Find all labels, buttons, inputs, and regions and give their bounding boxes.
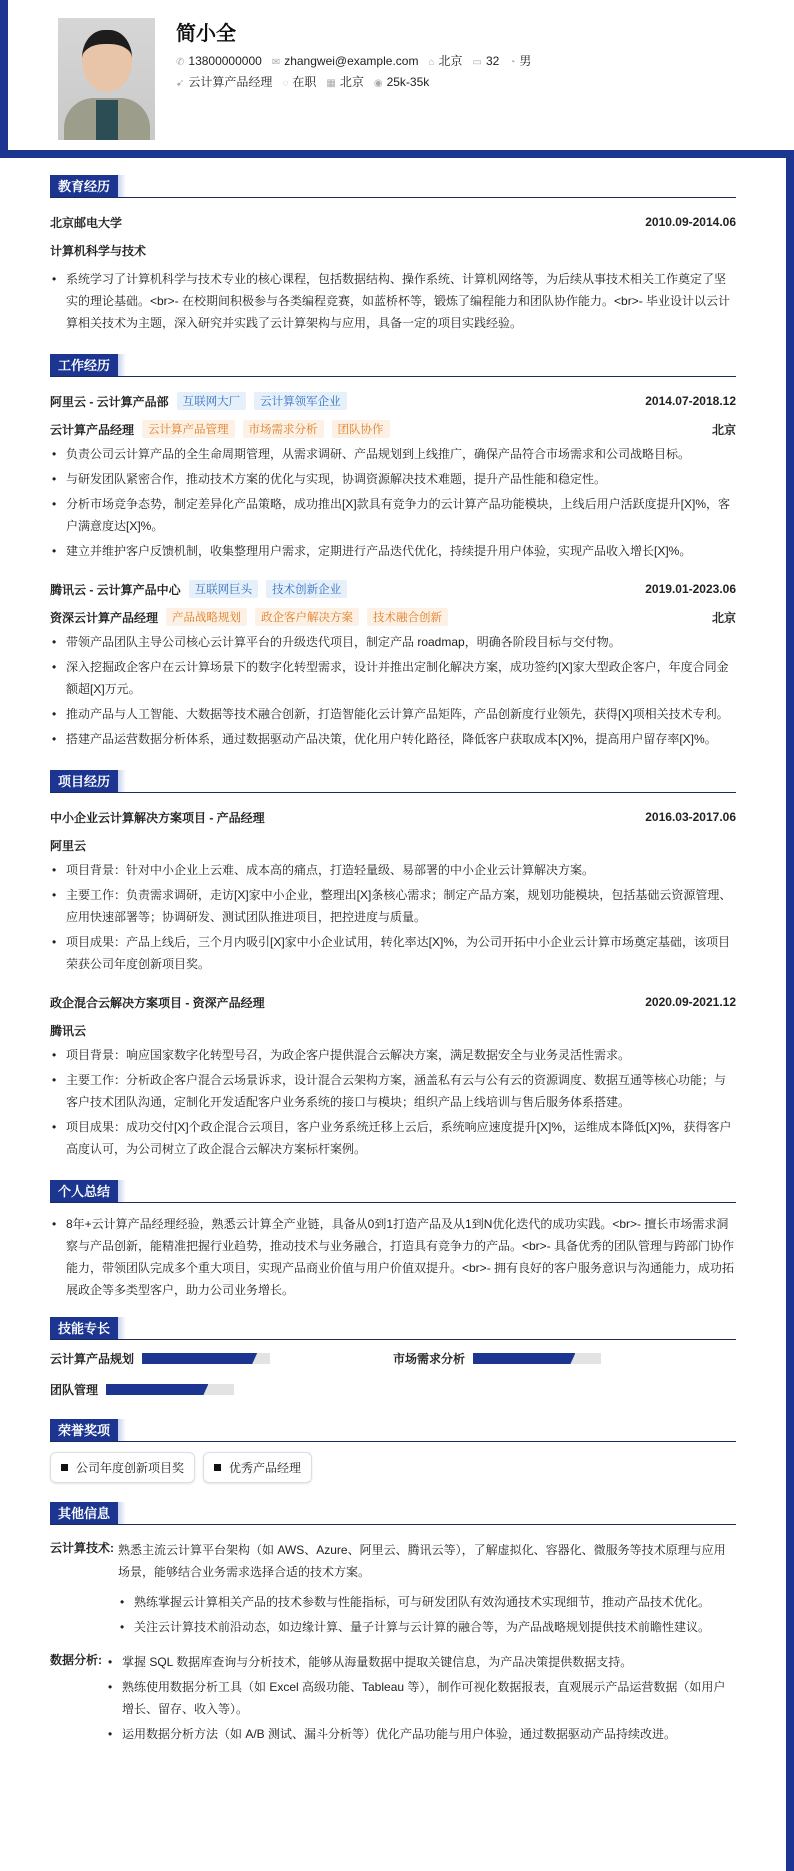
edu-desc: • 系统学习了计算机科学与技术专业的核心课程，包括数据结构、操作系统、计算机网络等，为后续从事技术相关工作奠定了坚实的理论基础。<br>- 在校期间积极参与各类编程竞赛，如蓝桥杯等，锻炼了编程能力和团队协作能力。<br>- 毕业设计以云计算相关技术为主题，深入研究并实践了云计算架构与应用，具备一定的项目实践经验。	[50, 268, 736, 334]
skill-bar	[142, 1353, 270, 1364]
section-title: 技能专长	[50, 1317, 118, 1339]
skill-name: 团队管理	[50, 1383, 99, 1397]
job-company-row	[50, 387, 736, 415]
company-tag: 云计算领军企业	[254, 392, 347, 410]
other-info-lead: 熟悉主流云计算平台架构（如 AWS、Azure、阿里云、腾讯云等），了解虚拟化、容器化、微服务等技术原理与应用场景，能够结合业务需求选择合适的技术方案。	[118, 1543, 726, 1579]
target-position: 云计算产品经理	[188, 75, 273, 89]
other-info-content	[102, 1651, 736, 1748]
company-tag: 互联网大厂	[177, 392, 247, 410]
square-bullet-icon	[61, 1464, 68, 1471]
project-name: 政企混合云解决方案项目 - 资深产品经理	[50, 995, 265, 1010]
info-row-2	[176, 73, 429, 90]
skill-item	[50, 1350, 393, 1367]
other-info-group	[50, 1651, 736, 1748]
section-title: 工作经历	[50, 354, 118, 376]
section-title: 荣誉奖项	[50, 1419, 118, 1441]
skill-bar-fill	[142, 1353, 257, 1364]
project-org-row	[50, 831, 736, 859]
project-row	[50, 988, 736, 1016]
job-status: 在职	[292, 75, 317, 89]
company: 阿里云 - 云计算产品部	[50, 394, 169, 409]
job-bullet: • 与研发团队紧密合作，推动技术方案的优化与实现，协调资源解决技术难题，提升产品性能和稳定性。	[50, 468, 736, 490]
major: 计算机科学与技术	[50, 243, 147, 258]
skill-name: 云计算产品规划	[50, 1352, 135, 1366]
other-info-bullet: • 熟练使用数据分析工具（如 Excel 高级功能、Tableau 等），制作可视化数据报表，直观展示产品运营数据（如用户增长、留存、收入等）。	[106, 1676, 736, 1720]
square-bullet-icon	[214, 1464, 221, 1471]
project-bullet: • 主要工作：负责需求调研，走访[X]家中小企业，整理出[X]条核心需求；制定产品方案，规划功能模块，包括基础云资源管理、应用快速部署等；协调研发、测试团队推进项目，把控进度与质量。	[50, 884, 736, 928]
skill-bar-fill	[473, 1353, 575, 1364]
skill-bar-fill	[106, 1384, 208, 1395]
candidate-name: 简小全	[176, 23, 236, 45]
company-tag: 互联网巨头	[189, 580, 259, 598]
other-info-group	[50, 1539, 736, 1641]
project-row	[50, 803, 736, 831]
award-badge	[203, 1452, 312, 1483]
target-city: 北京	[339, 75, 364, 89]
age: 32	[485, 53, 500, 68]
project-bullet: • 项目成果：成功交付[X]个政企混合云项目，客户业务系统迁移上云后，系统响应速度提升[X]%，运维成本降低[X]%，获得客户高度认可，为公司树立了政企混合云解决方案标杆案例。	[50, 1116, 736, 1160]
job-role-row	[50, 603, 736, 631]
section-education	[50, 176, 736, 198]
job-bullet: • 推动产品与人工智能、大数据等技术融合创新，打造智能化云计算产品矩阵，产品创新度行业领先，获得[X]项相关技术专利。	[50, 703, 736, 725]
send-icon: ➹	[176, 78, 185, 89]
section-other	[50, 1503, 736, 1525]
section-work	[50, 355, 736, 377]
job-bullet: • 建立并维护客户反馈机制，收集整理用户需求，定期进行产品迭代优化，持续提升用户体验，实现产品收入增长[X]%。	[50, 540, 736, 562]
other-info-bullet: • 掌握 SQL 数据库查询与分析技术，能够从海量数据中提取关键信息，为产品决策提供数据支持。	[106, 1651, 736, 1673]
project-bullet: • 项目背景：响应国家数字化转型号召，为政企客户提供混合云解决方案，满足数据安全与业务灵活性需求。	[50, 1044, 736, 1066]
skill-item	[393, 1350, 736, 1367]
section-skills	[50, 1318, 736, 1340]
phone-icon: ✆	[176, 56, 185, 68]
section-summary	[50, 1181, 736, 1203]
status-icon: ◌	[282, 78, 289, 89]
other-info-bullet: • 关注云计算技术前沿动态，如边缘计算、量子计算与云计算的融合等，为产品战略规划提供技术前瞻性建议。	[118, 1616, 736, 1638]
expected-salary: 25k-35k	[386, 74, 430, 89]
job-bullet: • 搭建产品运营数据分析体系，通过数据驱动产品决策，优化用户转化路径，降低客户获取成本[X]%，提高用户留存率[X]%。	[50, 728, 736, 750]
other-info-label: 云计算技术:	[50, 1541, 114, 1555]
skill-bar	[106, 1384, 234, 1395]
role-tag: 云计算产品管理	[142, 420, 235, 438]
role: 资深云计算产品经理	[50, 610, 159, 625]
job-city: 北京	[711, 610, 736, 625]
home-icon: ⌂	[428, 57, 435, 68]
job-role-row	[50, 415, 736, 443]
cake-icon: ▭	[472, 56, 482, 68]
phone: 13800000000	[188, 53, 262, 68]
other-info-label: 数据分析:	[50, 1653, 102, 1667]
salary-icon: ◉	[373, 77, 383, 89]
edu-date: 2010.09-2014.06	[645, 215, 736, 229]
skill-item	[50, 1381, 393, 1398]
skill-bar	[473, 1353, 601, 1364]
other-info-bullet: • 熟练掌握云计算相关产品的技术参数与性能指标，可与研发团队有效沟通技术实现细节，推动产品技术优化。	[118, 1591, 736, 1613]
job-date: 2014.07-2018.12	[645, 394, 736, 408]
profile-photo	[58, 18, 155, 140]
gender: 男	[519, 54, 532, 68]
award-name: 优秀产品经理	[229, 1461, 302, 1475]
project-bullet: • 项目背景：针对中小企业上云难、成本高的痛点，打造轻量级、易部署的中小企业云计算解决方案。	[50, 859, 736, 881]
project-bullet: • 主要工作：分析政企客户混合云场景诉求，设计混合云架构方案，涵盖私有云与公有云的资源调度、数据互通等核心功能；与客户技术团队沟通，定制化开发适配客户业务系统的接口与模块；组织产品上线培训与售后服务体系搭建。	[50, 1069, 736, 1113]
section-projects	[50, 771, 736, 793]
section-awards	[50, 1420, 736, 1442]
email: zhangwei@example.com	[284, 53, 419, 68]
job-date: 2019.01-2023.06	[645, 582, 736, 596]
company-tag: 技术创新企业	[266, 580, 347, 598]
job-bullet: • 分析市场竞争态势，制定差异化产品策略，成功推出[X]款具有竞争力的云计算产品功能模块，上线后用户活跃度提升[X]%，客户满意度达[X]%。	[50, 493, 736, 537]
role-tag: 政企客户解决方案	[255, 608, 359, 626]
award-name: 公司年度创新项目奖	[76, 1461, 185, 1475]
gender-icon: ◔	[509, 57, 516, 68]
other-info-content	[114, 1539, 736, 1641]
location: 北京	[438, 54, 463, 68]
frame-border	[786, 150, 794, 1871]
company: 腾讯云 - 云计算产品中心	[50, 582, 181, 597]
project-org: 阿里云	[50, 838, 87, 853]
project-bullet: • 项目成果：产品上线后，三个月内吸引[X]家中小企业试用，转化率达[X]%，为公司开拓中小企业云计算市场奠定基础，该项目荣获公司年度创新项目奖。	[50, 931, 736, 975]
job-bullet: • 深入挖掘政企客户在云计算场景下的数字化转型需求，设计并推出定制化解决方案，成功签约[X]家大型政企客户，年度合同金额超[X]万元。	[50, 656, 736, 700]
project-date: 2016.03-2017.06	[645, 810, 736, 824]
project-org-row	[50, 1016, 736, 1044]
skill-name: 市场需求分析	[393, 1352, 466, 1366]
role: 云计算产品经理	[50, 422, 135, 437]
project-name: 中小企业云计算解决方案项目 - 产品经理	[50, 810, 265, 825]
project-org: 腾讯云	[50, 1023, 87, 1038]
section-title: 教育经历	[50, 175, 118, 197]
project-date: 2020.09-2021.12	[645, 995, 736, 1009]
edu-major-row	[50, 236, 736, 264]
job-bullet: • 负责公司云计算产品的全生命周期管理，从需求调研、产品规划到上线推广，确保产品符合市场需求和公司战略目标。	[50, 443, 736, 465]
role-tag: 团队协作	[332, 420, 390, 438]
info-row-1	[176, 52, 531, 69]
other-info-bullet: • 运用数据分析方法（如 A/B 测试、漏斗分析等）优化产品功能与用户体验，通过数据驱动产品持续改进。	[106, 1723, 736, 1745]
role-tag: 市场需求分析	[243, 420, 324, 438]
mail-icon: ✉	[271, 56, 281, 68]
role-tag: 产品战略规划	[166, 608, 247, 626]
building-icon: ▦	[326, 78, 336, 89]
section-title: 其他信息	[50, 1502, 118, 1524]
job-city: 北京	[711, 422, 736, 437]
job-bullet: • 带领产品团队主导公司核心云计算平台的升级迭代项目，制定产品 roadmap，明确各阶段目标与交付物。	[50, 631, 736, 653]
role-tag: 技术融合创新	[367, 608, 448, 626]
section-title: 个人总结	[50, 1180, 118, 1202]
resume-header	[0, 0, 794, 158]
section-title: 项目经历	[50, 770, 118, 792]
award-badge	[50, 1452, 195, 1483]
edu-row	[50, 208, 736, 236]
resume-body	[50, 176, 736, 1758]
summary-text: • 8年+云计算产品经理经验，熟悉云计算全产业链，具备从0到1打造产品及从1到N优化迭代的成功实践。<br>- 擅长市场需求洞察与产品创新，能精准把握行业趋势，推动技术与业务融合，打造具有竞争力的产品。<br>- 具备优秀的团队管理与跨部门协作能力，带领团队完成多个重大项目，实现产品商业价值与用户价值双提升。<br>- 拥有良好的客户服务意识与沟通能力，成功拓展政企等多类型客户，助力公司业务增长。	[50, 1213, 736, 1301]
job-company-row	[50, 575, 736, 603]
school: 北京邮电大学	[50, 215, 123, 230]
